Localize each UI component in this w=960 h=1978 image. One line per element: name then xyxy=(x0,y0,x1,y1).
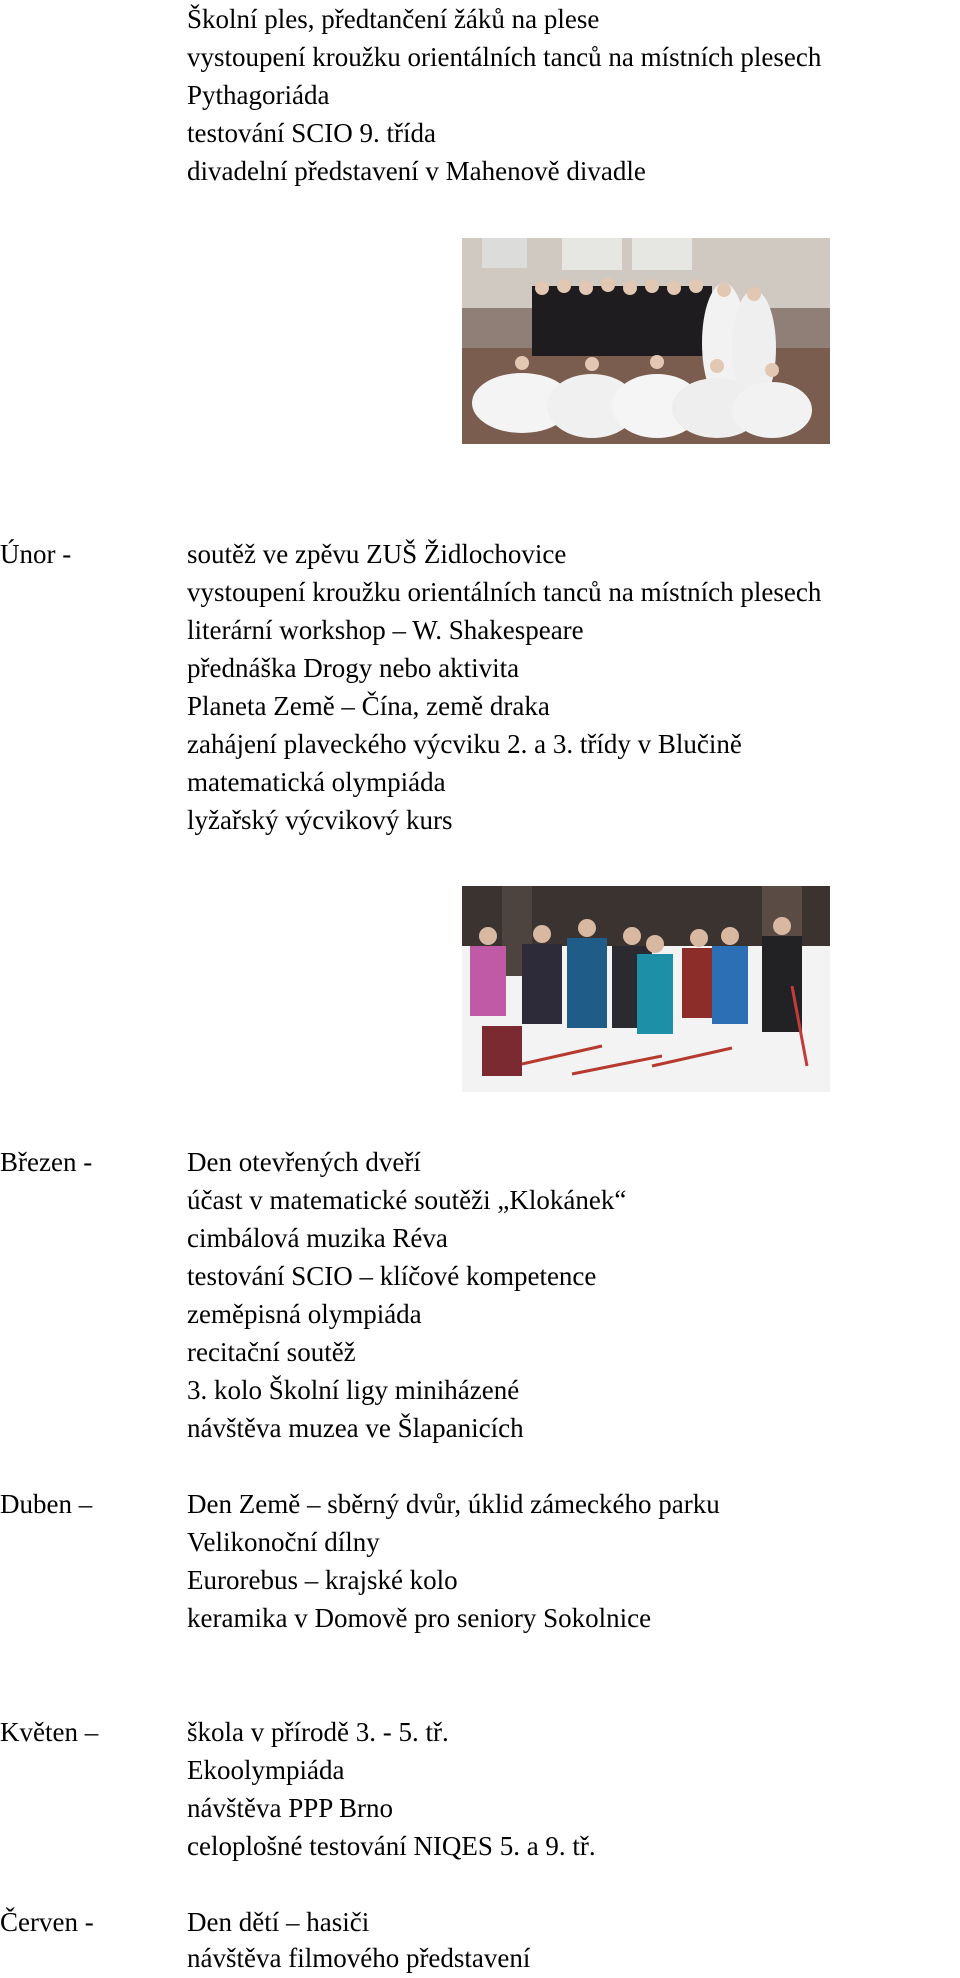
month-label-may: Květen – xyxy=(0,1717,99,1747)
event-item: Velikonoční dílny xyxy=(187,1527,380,1557)
event-item: návštěva muzea ve Šlapanicích xyxy=(187,1413,524,1443)
event-item: testování SCIO 9. třída xyxy=(187,118,436,148)
event-item: testování SCIO – klíčové kompetence xyxy=(187,1261,597,1291)
ski-course-photo xyxy=(462,886,830,1092)
event-item: Eurorebus – krajské kolo xyxy=(187,1565,458,1595)
event-item: účast v matematické soutěži „Klokánek“ xyxy=(187,1185,627,1215)
event-item: škola v přírodě 3. - 5. tř. xyxy=(187,1717,449,1747)
event-item: zahájení plaveckého výcviku 2. a 3. třídy v Blučině xyxy=(187,729,742,759)
month-label-june: Červen - xyxy=(0,1907,94,1937)
event-item: matematická olympiáda xyxy=(187,767,446,797)
event-item: Planeta Země – Čína, země draka xyxy=(187,691,550,721)
event-item: Den dětí – hasiči xyxy=(187,1907,370,1937)
month-label-april: Duben – xyxy=(0,1489,93,1519)
event-item: přednáška Drogy nebo aktivita xyxy=(187,653,520,683)
event-item: Den otevřených dveří xyxy=(187,1147,421,1177)
event-item: vystoupení kroužku orientálních tanců na místních plesech xyxy=(187,42,822,72)
event-item: cimbálová muzika Réva xyxy=(187,1223,448,1253)
event-item: lyžařský výcvikový kurs xyxy=(187,805,453,835)
month-label-february: Únor - xyxy=(0,539,72,569)
event-item: vystoupení kroužku orientálních tanců na místních plesech xyxy=(187,577,822,607)
event-item: Pythagoriáda xyxy=(187,80,330,110)
month-label-march: Březen - xyxy=(0,1147,93,1177)
event-item: Ekoolympiáda xyxy=(187,1755,345,1785)
event-item: návštěva filmového představení xyxy=(187,1943,531,1973)
event-item: celoplošné testování NIQES 5. a 9. tř. xyxy=(187,1831,596,1861)
event-item: Školní ples, předtančení žáků na plese xyxy=(187,4,600,34)
event-item: recitační soutěž xyxy=(187,1337,356,1367)
event-item: Den Země – sběrný dvůr, úklid zámeckého parku xyxy=(187,1489,720,1519)
school-ball-photo xyxy=(462,238,830,444)
event-item: keramika v Domově pro seniory Sokolnice xyxy=(187,1603,652,1633)
event-item: divadelní představení v Mahenově divadle xyxy=(187,156,646,186)
event-item: zeměpisná olympiáda xyxy=(187,1299,422,1329)
event-item: 3. kolo Školní ligy miniházené xyxy=(187,1375,520,1405)
event-item: návštěva PPP Brno xyxy=(187,1793,394,1823)
event-item: literární workshop – W. Shakespeare xyxy=(187,615,584,645)
event-item: soutěž ve zpěvu ZUŠ Židlochovice xyxy=(187,539,567,569)
